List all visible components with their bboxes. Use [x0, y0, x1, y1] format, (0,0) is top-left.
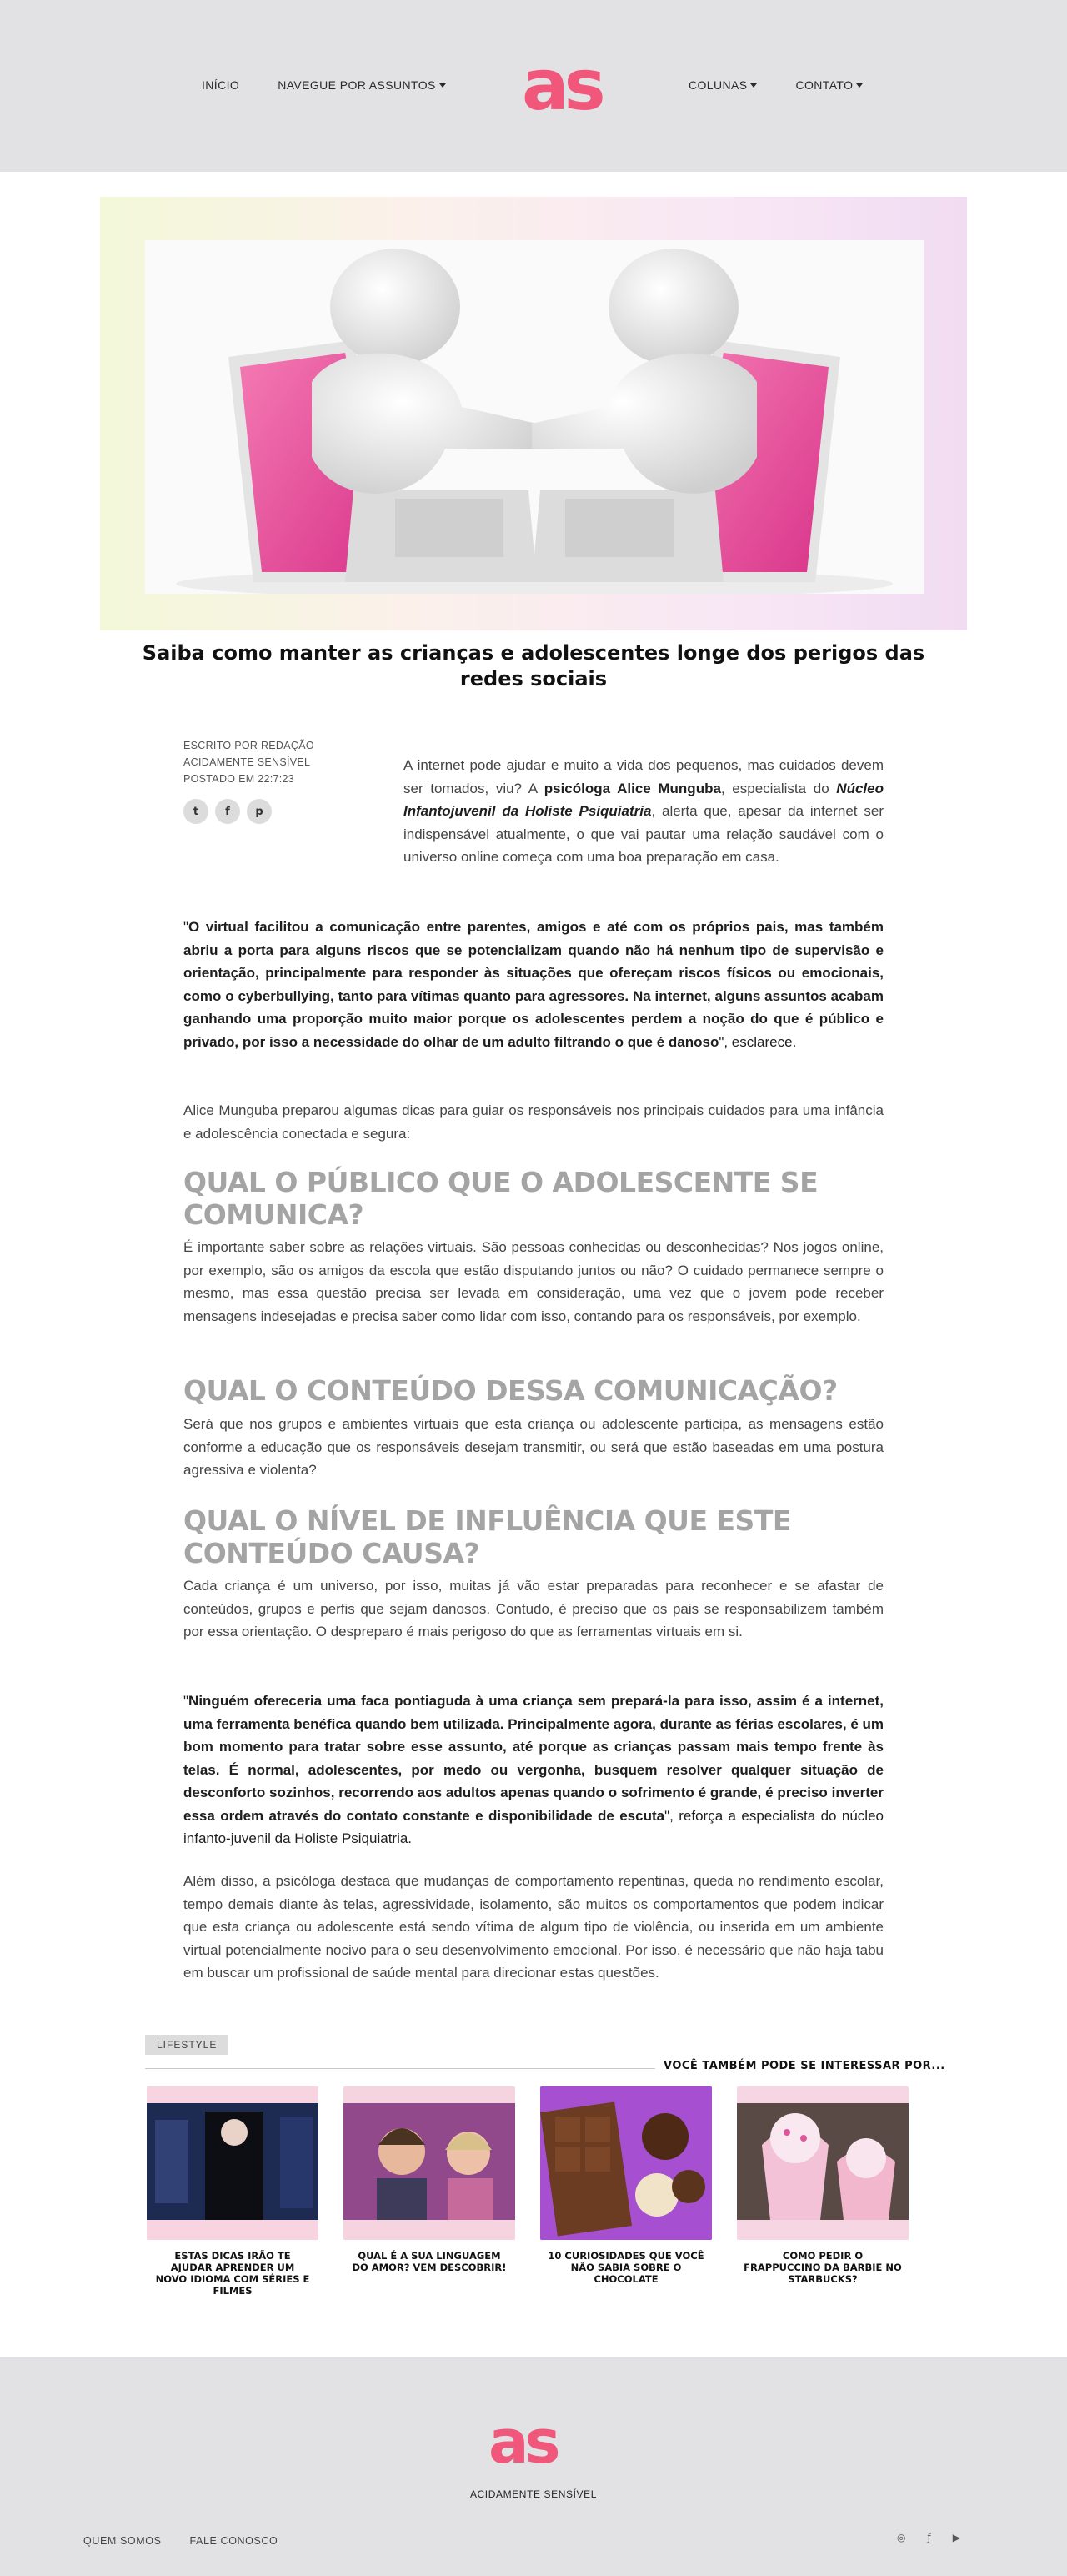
nav-right	[689, 78, 863, 92]
section-heading-1: QUAL O PÚBLICO QUE O ADOLESCENTE SE COMUNICA?	[183, 1166, 819, 1231]
card-image	[147, 2086, 318, 2240]
card-title: ESTAS DICAS IRÃO TE AJUDAR APRENDER UM NOVO IDIOMA COM SÉRIES E FILMES	[155, 2250, 310, 2297]
footer-links	[83, 2535, 278, 2547]
nav-navegue-por-assuntos[interactable]	[278, 78, 446, 92]
card-title: QUAL É A SUA LINGUAGEM DO AMOR? VEM DESCOBRIR!	[352, 2250, 507, 2273]
card-title: COMO PEDIR O FRAPPUCCINO DA BARBIE NO STARBUCKS?	[744, 2250, 902, 2285]
quote-1	[183, 916, 884, 1053]
card-title: 10 CURIOSIDADES QUE VOCÊ NÃO SABIA SOBRE O CHOCOLATE	[548, 2250, 704, 2285]
hero-image	[145, 240, 924, 594]
hero-image-frame	[100, 197, 967, 630]
youtube-icon[interactable]: ▶	[952, 2532, 960, 2543]
chevron-down-icon	[856, 83, 863, 88]
quote-1-bold: O virtual facilitou a comunicação entre parentes, amigos e até com os próprios pais, mas também abriu a porta para alguns riscos que se potencializam quando não há nenhum tipo de supervisão e orientação, principalmente para responder às situações que ofereçam riscos físicos ou emocionais, como o cyberbullying, tanto para vítimas quanto para agressores. Na internet, alguns assuntos acabam ganhando uma proporção muito maior porque os adolescentes perdem a noção do que é público e privado, por isso a necessidade do olhar de um adulto filtrando o que é danoso	[183, 919, 884, 1050]
nav-colunas[interactable]	[689, 78, 757, 92]
intro-paragraph	[183, 754, 884, 869]
section-body-1: É importante saber sobre as relações virtuais. São pessoas conhecidas ou desconhecidas? Nos jogos online, por exemplo, são os amigos da escola que estão disputando juntos ou não? O cuidado permanece sempre o mesmo, mas essa questão precisa ser levada em consideração, uma vez que o jovem pode receber mensagens indesejadas e precisa saber como lidar com isso, contando para os responsáveis, por exemplo.	[183, 1239, 884, 1324]
quote-2-open: "	[183, 1693, 189, 1709]
related-cards	[147, 2086, 909, 2297]
nav-assuntos-label: NAVEGUE POR ASSUNTOS	[278, 78, 436, 92]
quote-1-tail: ", esclarece.	[719, 1033, 797, 1050]
intro-p1: A internet pode ajudar e muito a vida dos pequenos, mas cuidados devem ser tomados, viu? A	[403, 757, 884, 796]
nav-inicio[interactable]	[202, 78, 239, 92]
category-tag[interactable]: LIFESTYLE	[145, 2035, 228, 2055]
related-card[interactable]	[343, 2086, 515, 2297]
nav-colunas-label: COLUNAS	[689, 78, 748, 92]
article-title: Saiba como manter as crianças e adolescentes longe dos perigos das redes sociais	[142, 641, 925, 690]
chevron-down-icon	[439, 83, 446, 88]
quote-2-tail: ", reforça a especialista do núcleo infanto-juvenil da Holiste Psiquiatria.	[183, 1807, 884, 1846]
related-card[interactable]	[147, 2086, 318, 2297]
twitter-icon: t	[193, 805, 199, 818]
related-divider	[145, 2068, 655, 2069]
section-body-2: Será que nos grupos e ambientes virtuais que esta criança ou adolescente participa, as mensagens estão conforme a educação que os responsáveis desejam transmitir, ou será que estão baseadas em uma postura agressiva e violenta?	[183, 1416, 884, 1478]
section-heading-2: QUAL O CONTEÚDO DESSA COMUNICAÇÃO?	[183, 1374, 838, 1407]
closing-paragraph: Além disso, a psicóloga destaca que mudanças de comportamento repentinas, queda no rendimento escolar, tempo demais diante às telas, agressividade, isolamento, são muitos os comportamentos que podem indicar que esta criança ou adolescente está sendo vítima de algum tipo de violência, ou inserida em um ambiente virtual potencialmente nocivo para o seu desenvolvimento emocional. Por isso, é necessário que não haja tabu em buscar um profissional de saúde mental para direcionar estas questões.	[183, 1873, 884, 1981]
footer-site-name: ACIDAMENTE SENSÍVEL	[469, 2488, 598, 2500]
intro-p2: , especialista do	[720, 780, 837, 796]
related-title: VOCÊ TAMBÉM PODE SE INTERESSAR POR...	[664, 2060, 945, 2072]
site-header	[0, 0, 1067, 172]
nav-left	[202, 78, 446, 92]
nav-contato[interactable]	[795, 78, 863, 92]
site-line: ACIDAMENTE SENSÍVEL	[183, 756, 311, 768]
card-image	[737, 2086, 909, 2240]
section-body-3: Cada criança é um universo, por isso, muitas já vão estar preparadas para reconhecer e se afastar de conteúdos, grupos e perfis que sejam danosos. Contudo, é preciso que os pais se responsabilizem também por essa orientação. O despreparo é mais perigoso do que as ferramentas virtuais em si.	[183, 1578, 884, 1640]
posted-time: 22:7:23	[258, 773, 295, 785]
card-image	[540, 2086, 712, 2240]
related-card[interactable]	[737, 2086, 909, 2297]
site-footer	[0, 2357, 1067, 2576]
chevron-down-icon	[750, 83, 757, 88]
footer-social	[897, 2532, 960, 2543]
tips-intro: Alice Munguba preparou algumas dicas para guiar os responsáveis nos principais cuidados para uma infância e adolescência conectada e segura:	[183, 1102, 884, 1142]
author-line: ESCRITO POR REDAÇÃO	[183, 740, 314, 751]
quote-2	[183, 1690, 884, 1850]
footer-logo[interactable]: as	[488, 2407, 557, 2477]
pinterest-icon: p	[255, 805, 263, 818]
intro-text	[183, 754, 884, 869]
related-card[interactable]	[540, 2086, 712, 2297]
intro-nucleo: Núcleo Infantojuvenil da Holiste Psiquiatria	[403, 780, 884, 819]
intro-p3: , alerta que, apesar da internet ser indispensável atualmente, o que vai pautar uma relação saudável com o universo online começa com uma boa preparação em casa.	[403, 803, 884, 865]
posted-label: POSTADO EM	[183, 773, 255, 785]
nav-inicio-label: INÍCIO	[202, 78, 240, 92]
card-image	[343, 2086, 515, 2240]
facebook-icon[interactable]: ƒ	[927, 2532, 931, 2543]
facebook-icon: f	[225, 805, 230, 818]
footer-link-quem-somos[interactable]: QUEM SOMOS	[83, 2535, 162, 2547]
footer-link-fale-conosco[interactable]: FALE CONOSCO	[189, 2535, 278, 2547]
quote-2-bold: Ninguém ofereceria uma faca pontiaguda à uma criança sem prepará-la para isso, assim é a internet, uma ferramenta benéfica quando bem utilizada. Principalmente agora, durante as férias escolares, é um bom momento para tratar sobre esse assunto, até porque as crianças passam mais tempo frente às telas. É normal, adolescentes, por medo ou vergonha, busquem resolver qualquer situação de desconforto sozinhos, recorrendo aos adultos apenas quando o sofrimento é grande, é preciso inverter essa ordem através do contato constante e disponibilidade de escuta	[183, 1693, 884, 1824]
site-logo[interactable]: as	[522, 44, 601, 126]
section-heading-3: QUAL O NÍVEL DE INFLUÊNCIA QUE ESTE CONTEÚDO CAUSA?	[183, 1504, 791, 1569]
quote-1-open: "	[183, 919, 189, 935]
nav-contato-label: CONTATO	[795, 78, 854, 92]
instagram-icon[interactable]: ◎	[897, 2532, 906, 2543]
intro-psychologist: psicóloga Alice Munguba	[544, 780, 721, 796]
